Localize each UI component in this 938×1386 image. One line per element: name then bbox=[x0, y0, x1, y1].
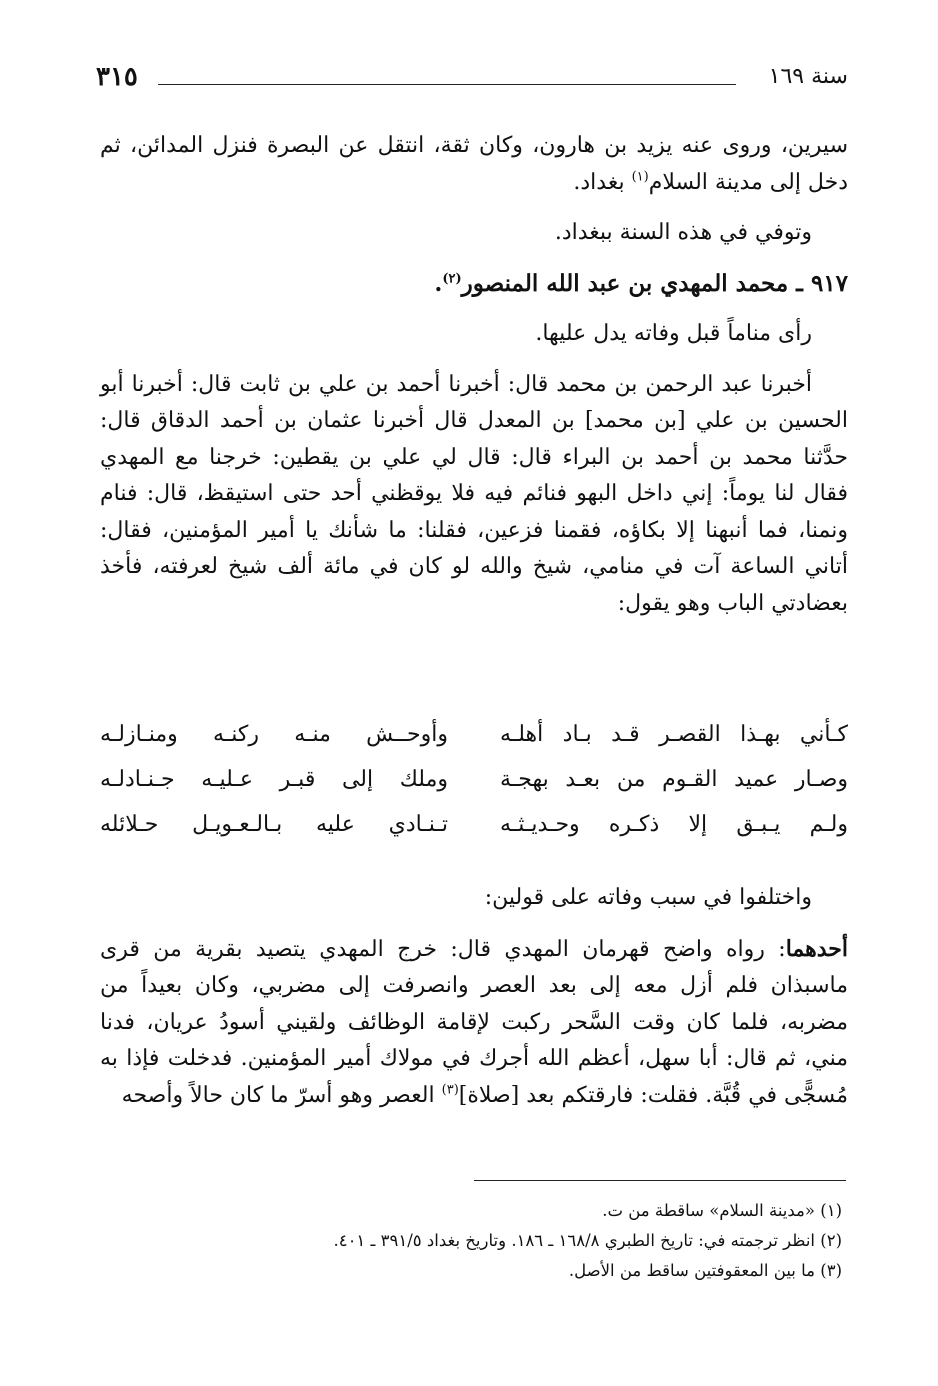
opinion-label: أحدهما bbox=[785, 935, 848, 962]
footnotes bbox=[100, 1196, 842, 1286]
footnote-3: (٣) ما بين المعقوفتين ساقط من الأصل. bbox=[568, 1261, 842, 1280]
footnote-ref-2: (٢) bbox=[442, 270, 462, 286]
verse-first-hemistich: ولـم يـبـق إلا ذكـره وحـديـثـه bbox=[500, 812, 848, 837]
footnote-2: (٢) انظر ترجمته في: تاريخ الطبري ١٦٨/٨ ـ ١٨٦. وتاريخ بغداد ٣٩١/٥ ـ ٤٠١. bbox=[333, 1231, 842, 1250]
footnote-ref-3: (٣) bbox=[441, 1082, 459, 1098]
disagreement-line: واختلفوا في سبب وفاته على قولين: bbox=[484, 885, 812, 910]
verse-second-hemistich: وأوحــش منـه ركنـه ومنـازلـه bbox=[100, 722, 448, 747]
page-header bbox=[96, 62, 848, 102]
poem-verse bbox=[100, 767, 848, 812]
page-number: ٣١٥ bbox=[96, 62, 138, 92]
dream-intro: رأى مناماً قبل وفاته يدل عليها. bbox=[535, 321, 812, 346]
entry-heading: ٩١٧ ـ محمد المهدي بن عبد الله المنصور$^{(٢)}$. bbox=[434, 269, 848, 297]
poem-verse bbox=[100, 722, 848, 767]
first-opinion-paragraph: أحدهما: رواه واضح قهرمان المهدي قال: خرج المهدي يتصيد بقرية من قرى ماسبذان فلم أزل معه إلى بعد العصر وانصرفت إلى مضربي، وكان بعيداً من مضربه، فلما كان وقت السَّحر ركبت لإقامة الوظائف ولقيني أسودُ عريان، فدنا مني، ثم قال: أبا سهل، أعظم الله أجرك في مولاك أمير المؤمنين. فدخلت فإذا به مُسجًّى في قُبَّة. فقلت: فارقتكم بعد [صلاة]$^{(٣)}$ العصر وهو أسرّ ما كان حالاً وأصحه bbox=[100, 935, 848, 1108]
body-text-bottom bbox=[100, 880, 848, 1114]
poem-verse bbox=[100, 812, 848, 857]
narration-paragraph: أخبرنا عبد الرحمن بن محمد قال: أخبرنا أحمد بن علي بن ثابت قال: أخبرنا أبو الحسين بن علي [بن محمد] بن المعدل قال أخبرنا عثمان بن أحمد الدقاق قال: حدَّثنا محمد بن أحمد بن البراء قال: قال لي علي بن يقطين: خرجنا مع المهدي فقال لنا يوماً: إني داخل البهو فنائم فيه فلا يوقظني أحد حتى استيقظ، قال: فنام ونمنا، فما أنبهنا إلا بكاؤه، فقمنا فزعين، فقلنا: ما شأنك يا أمير المؤمنين، فقال: أتاني الساعة آت في منامي، شيخ والله لو كان في مائة ألف شيخ لعرفته، فأخذ بعضادتي الباب وهو يقول: bbox=[100, 371, 848, 616]
header-rule bbox=[158, 84, 736, 85]
footnote-rule bbox=[474, 1180, 846, 1181]
footnote-1: (١) «مدينة السلام» ساقطة من ت. bbox=[602, 1201, 842, 1220]
poem bbox=[100, 722, 848, 857]
verse-first-hemistich: وصـار عميد القـوم من بعـد بهجـة bbox=[500, 767, 848, 792]
verse-second-hemistich: تـنـادي عليه بـالـعـويـل حـلائله bbox=[100, 812, 448, 837]
verse-second-hemistich: وملك إلى قبـر عـليـه جـنـادلـه bbox=[100, 767, 448, 792]
chapter-title: سنة ١٦٩ bbox=[768, 64, 848, 89]
body-text-top bbox=[100, 128, 848, 622]
verse-first-hemistich: كـأني بهـذا القصـر قـد بـاد أهلـه bbox=[500, 722, 848, 747]
death-line: وتوفي في هذه السنة ببغداد. bbox=[554, 220, 812, 245]
footnote-ref-1: (١) bbox=[631, 169, 649, 185]
continuation-paragraph: سيرين، وروى عنه يزيد بن هارون، وكان ثقة، انتقل عن البصرة فنزل المدائن، ثم دخل إلى مدينة السلام$^{(١)}$ بغداد. bbox=[100, 133, 848, 195]
